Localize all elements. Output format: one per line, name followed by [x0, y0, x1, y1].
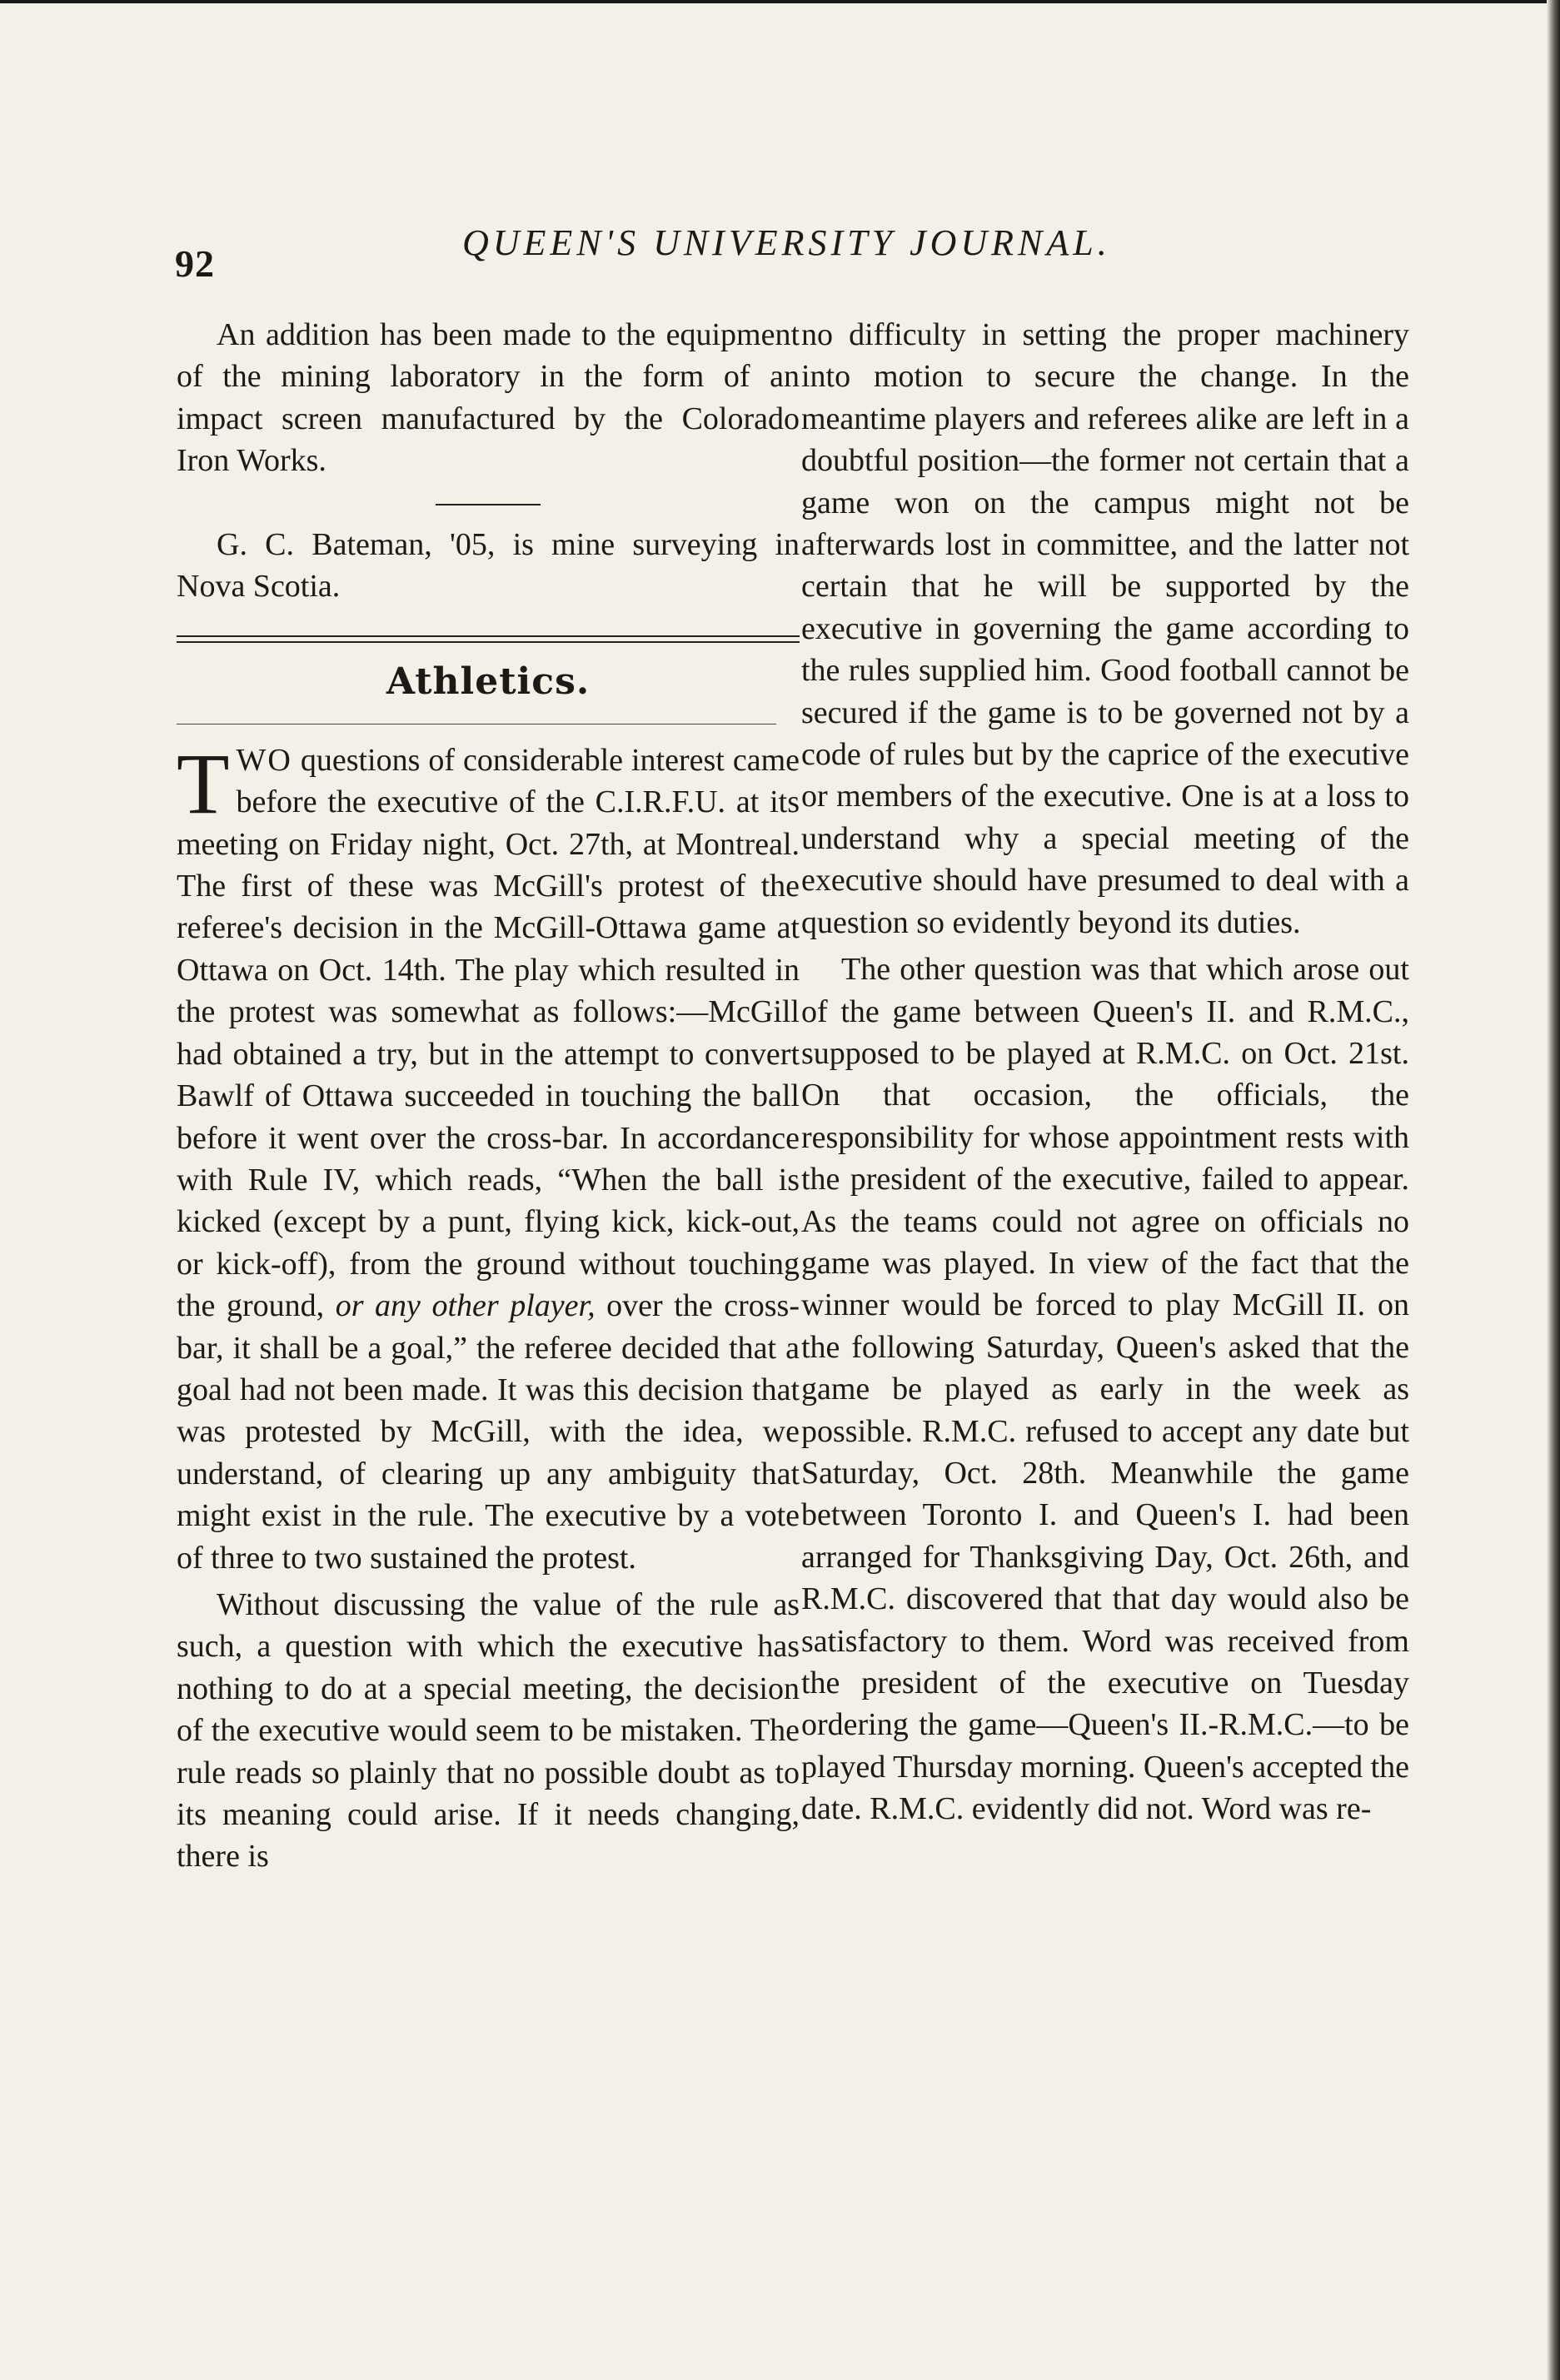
left-column [177, 314, 800, 1878]
paragraph-1-end: over the cross-bar, it shall be a goal,” the referee decided that a goal had not been made. It was this decision that was protested by McGill, with the idea, we understand, of clearing up any ambiguity that might exist in the rule. The executive by a vote of three to two sustained the protest. [177, 1288, 800, 1576]
lead-in-text: WO [236, 742, 292, 778]
page-number: 92 [175, 242, 215, 285]
paragraph-1-body: questions of considerable interest came before the executive of the C.I.R.F.U. at its meeting on Friday night, Oct. 27th, at Montreal. The first of these was McGill's protest of the referee's decision in the McGill-Ottawa game at Ottawa on Oct. 14th. The play which resulted in the protest was somewhat as follows:—McGill had obtained a try, but in the attempt to convert Bawlf of Ottawa succeeded in touching the ball before it went over the cross-bar. In accordance with Rule IV, which reads, “When the ball is kicked (except by a punt, flying kick, kick-out, or kick-off), from the ground without touching the ground, [177, 742, 800, 1324]
separator-rule [436, 504, 541, 505]
journal-title: QUEEN'S UNIVERSITY JOURNAL. [462, 222, 1111, 263]
right-paragraph-2: The other question was that which arose out of the game between Queen's II. and R.M.C., supposed to be played at R.M.C. on Oct. 21st. On that occasion, the officials, the responsibility for whose appointment rests with the president of the executive, failed to appear. As the teams could not agree on officials no game was played. In view of the fact that the winner would be forced to play McGill II. on the following Saturday, Queen's asked that the game be played as early in the week as possible. R.M.C. refused to accept any date but Saturday, Oct. 28th. Meanwhile the game between Toronto I. and Queen's I. had been arranged for Thanksgiving Day, Oct. 26th, and R.M.C. discovered that that day would also be satisfactory to them. Word was received from the president of the executive on Tuesday ordering the game—Queen's II.-R.M.C.—to be played Thursday morning. Queen's accepted the date. R.M.C. evidently did not. Word was re- [801, 952, 1410, 1827]
section-heading: Athletics. [386, 660, 591, 704]
divider-line-bottom [177, 641, 800, 643]
right-paragraph-1: no difficulty in setting the proper machinery into motion to secure the change. In the meantime players and referees alike are left in a doubtful position—the former not certain that a game won on the campus might not be afterwards lost in committee, and the latter not certain that he will be supported by the executive in governing the game according to the rules supplied him. Good football cannot be secured if the game is to be governed not by a code of rules but by the caprice of the executive or members of the executive. One is at a loss to understand why a special meeting of the executive should have presumed to deal with a question so evidently beyond its duties. [801, 317, 1409, 940]
bateman-note-paragraph: G. C. Bateman, '05, is mine surveying in Nova Scotia. [177, 526, 800, 605]
right-column [801, 314, 1409, 1830]
page-edge-shadow [1547, 0, 1560, 2380]
athletics-paragraph-2: Without discussing the value of the rule as such, a question with which the executive has nothing to do at a special meeting, the decision of the executive would seem to be mistaken. The rule reads so plainly that no possible doubt as to its meaning could arise. If it needs changing, there is [177, 1586, 800, 1875]
mining-lab-paragraph: An addition has been made to the equipment of the mining laboratory in the form of an impact screen manufactured by the Colorado Iron Works. [177, 317, 800, 479]
section-divider [177, 635, 800, 643]
athletics-paragraph-1 [177, 735, 800, 1579]
paragraph-1-italic: or any other player, [335, 1288, 596, 1324]
drop-cap: T [177, 735, 230, 832]
top-border-rule [0, 0, 1560, 3]
